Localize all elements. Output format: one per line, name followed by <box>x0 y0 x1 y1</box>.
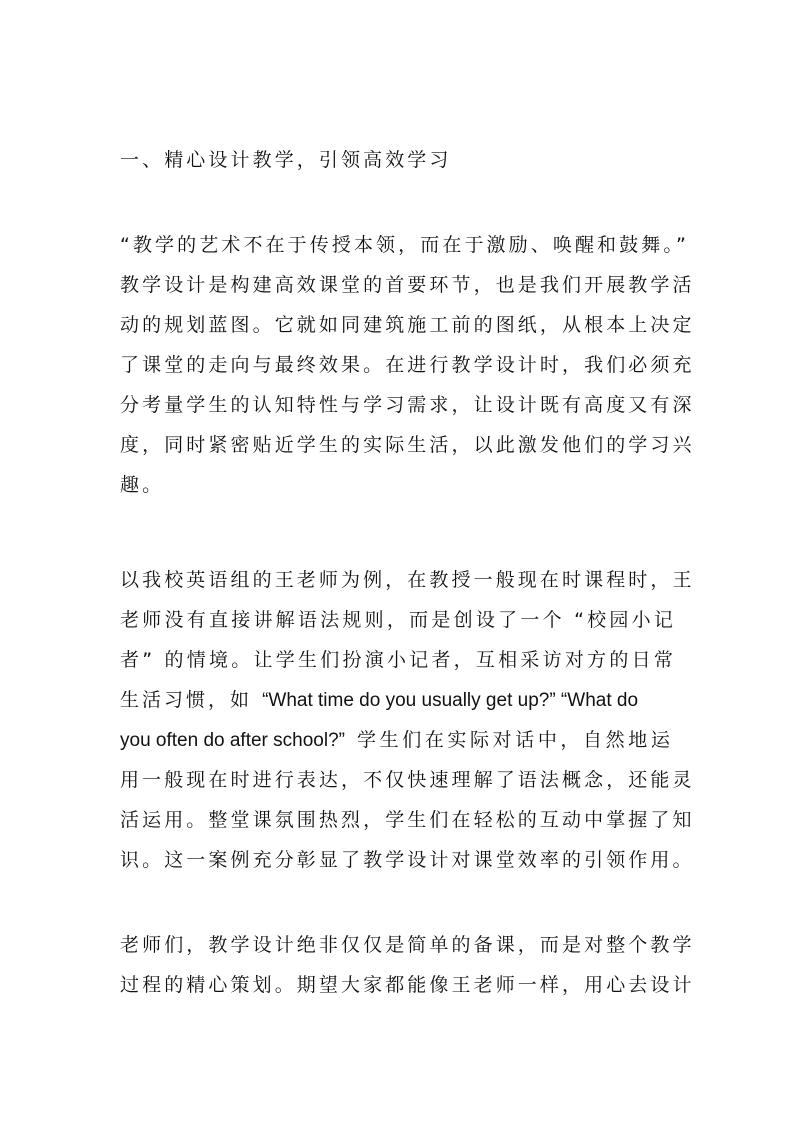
paragraph-line: 用一般现在时进行表达，不仅快速理解了语法概念，还能灵 <box>120 769 695 791</box>
paragraph-line: 老师们，教学设计绝非仅仅是简单的备课，而是对整个教学 <box>120 934 695 956</box>
paragraph-line: 分考量学生的认知特性与学习需求，让设计既有高度又有深 <box>120 394 695 416</box>
paragraph-line: 活运用。整堂课氛围热烈，学生们在轻松的互动中掌握了知 <box>120 809 695 831</box>
paragraph-line-mixed <box>120 688 676 713</box>
paragraph-line: 度，同时紧密贴近学生的实际生活，以此激发他们的学习兴 <box>120 434 695 456</box>
paragraph-line: 趣。 <box>120 474 165 496</box>
paragraph-line: 识。这一案例充分彰显了教学设计对课堂效率的引领作用。 <box>120 849 695 871</box>
paragraph-line-mixed <box>120 728 676 753</box>
text-segment: 学生们在实际对话中，自然地运 <box>357 729 674 751</box>
paragraph-line: 以我校英语组的王老师为例，在教授一般现在时课程时，王 <box>120 569 695 591</box>
section-heading: 一、精心设计教学，引领高效学习 <box>120 149 452 171</box>
paragraph-line: 过程的精心策划。期望大家都能像王老师一样，用心去设计 <box>120 974 695 996</box>
paragraph-line: 老师没有直接讲解语法规则，而是创设了一个 “校园小记 <box>120 609 676 631</box>
paragraph-line: 者” 的情境。让学生们扮演小记者，互相采访对方的日常 <box>120 649 676 671</box>
english-quote: “What time do you usually get up?” “What do <box>262 690 639 711</box>
paragraph-line: 动的规划蓝图。它就如同建筑施工前的图纸，从根本上决定 <box>120 314 695 336</box>
english-quote: you often do after school?” <box>120 730 345 751</box>
paragraph-line: “教学的艺术不在于传授本领，而在于激励、唤醒和鼓舞。” <box>120 234 689 256</box>
text-segment: 生活习惯，如 <box>120 689 253 711</box>
paragraph-line: 教学设计是构建高效课堂的首要环节，也是我们开展教学活 <box>120 274 695 296</box>
paragraph-line: 了课堂的走向与最终效果。在进行教学设计时，我们必须充 <box>120 354 695 376</box>
